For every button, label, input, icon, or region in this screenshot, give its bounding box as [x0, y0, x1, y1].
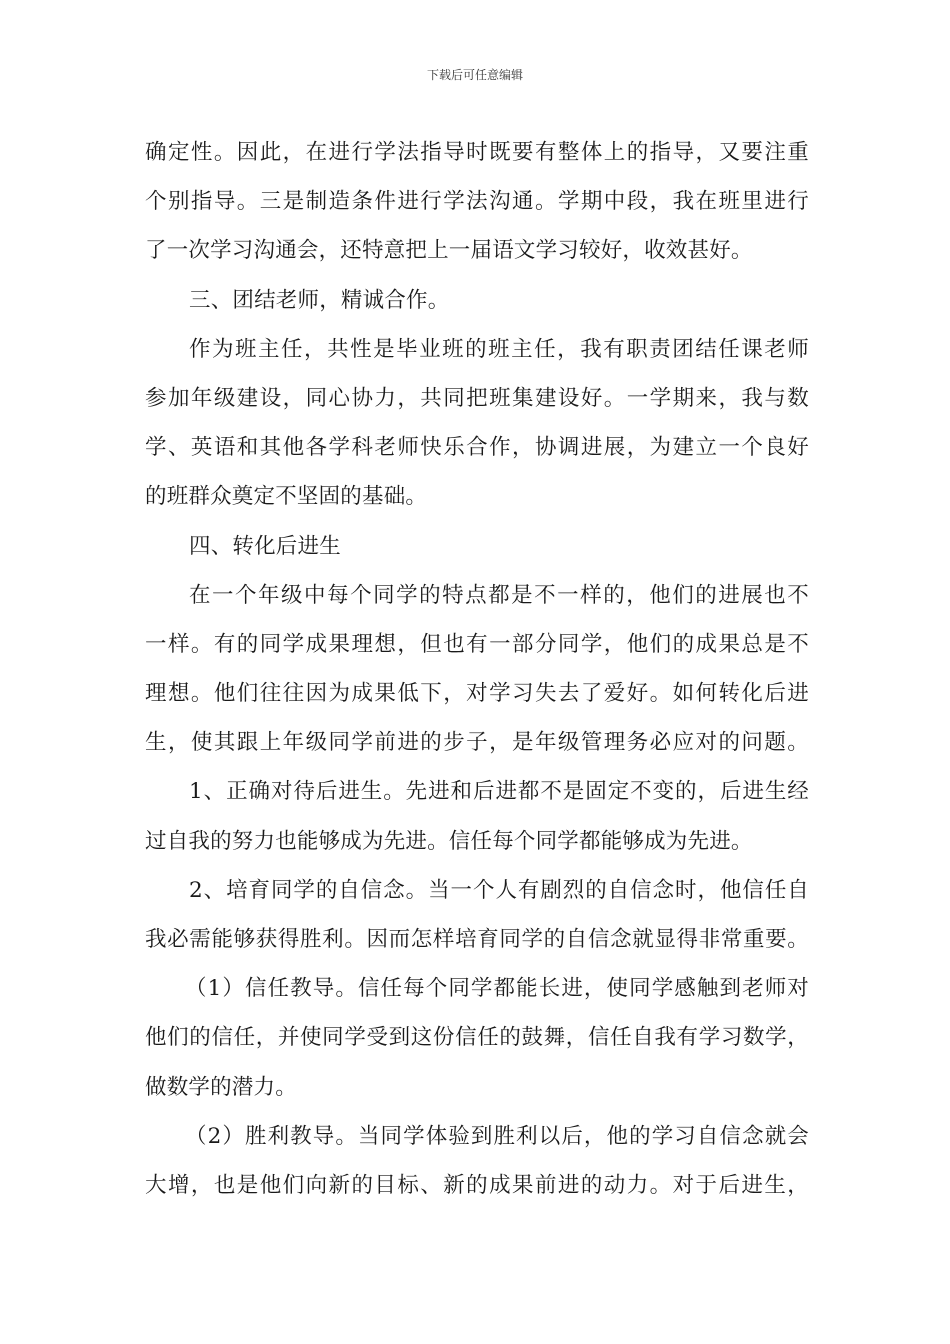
text-line: 的班群众奠定不坚固的基础。: [145, 484, 428, 510]
text-line: 学、英语和其他各学科老师快乐合作，协调进展，为建立一个良好: [145, 435, 809, 461]
sub-list-item: （1）信任教导。信任每个同学都能长进，使同学感触到老师对: [185, 976, 809, 1002]
text-line: 在一个年级中每个同学的特点都是不一样的，他们的进展也不: [189, 582, 809, 608]
text-line: 个别指导。三是制造条件进行学法沟通。学期中段，我在班里进行: [145, 189, 809, 215]
section-heading: 三、团结老师，精诚合作。: [189, 287, 450, 313]
sub-list-item: （2）胜利教导。当同学体验到胜利以后，他的学习自信念就会: [185, 1123, 809, 1149]
list-item: 2、培育同学的自信念。当一个人有剧烈的自信念时，他信任自: [189, 877, 809, 903]
text-line: 他们的信任，并使同学受到这份信任的鼓舞，信任自我有学习数学，: [145, 1025, 809, 1051]
text-line: 理想。他们往往因为成果低下，对学习失去了爱好。如何转化后进: [145, 681, 809, 707]
list-item: 1、正确对待后进生。先进和后进都不是固定不变的，后进生经: [189, 779, 809, 805]
page-header: 下载后可任意编辑: [426, 68, 523, 82]
section-heading: 四、转化后进生: [189, 533, 341, 559]
text-line: 大增，也是他们向新的目标、新的成果前进的动力。对于后进生，: [145, 1172, 809, 1198]
text-line: 作为班主任，共性是毕业班的班主任，我有职责团结任课老师: [189, 336, 809, 362]
text-line: 过自我的努力也能够成为先进。信任每个同学都能够成为先进。: [145, 828, 753, 854]
text-line: 确定性。因此，在进行学法指导时既要有整体上的指导，又要注重: [145, 140, 809, 165]
text-line: 一样。有的同学成果理想，但也有一部分同学，他们的成果总是不: [145, 631, 809, 657]
text-line: 做数学的潜力。: [145, 1074, 297, 1100]
text-line: 了一次学习沟通会，还特意把上一届语文学习较好，收效甚好。: [145, 238, 753, 264]
text-line: 参加年级建设，同心协力，共同把班集建设好。一学期来，我与数: [145, 385, 809, 411]
text-line: 生，使其跟上年级同学前进的步子，是年级管理务必应对的问题。: [145, 730, 809, 756]
document-body: [145, 128, 809, 1210]
text-line: 我必需能够获得胜利。因而怎样培育同学的自信念就显得非常重要。: [145, 927, 809, 952]
